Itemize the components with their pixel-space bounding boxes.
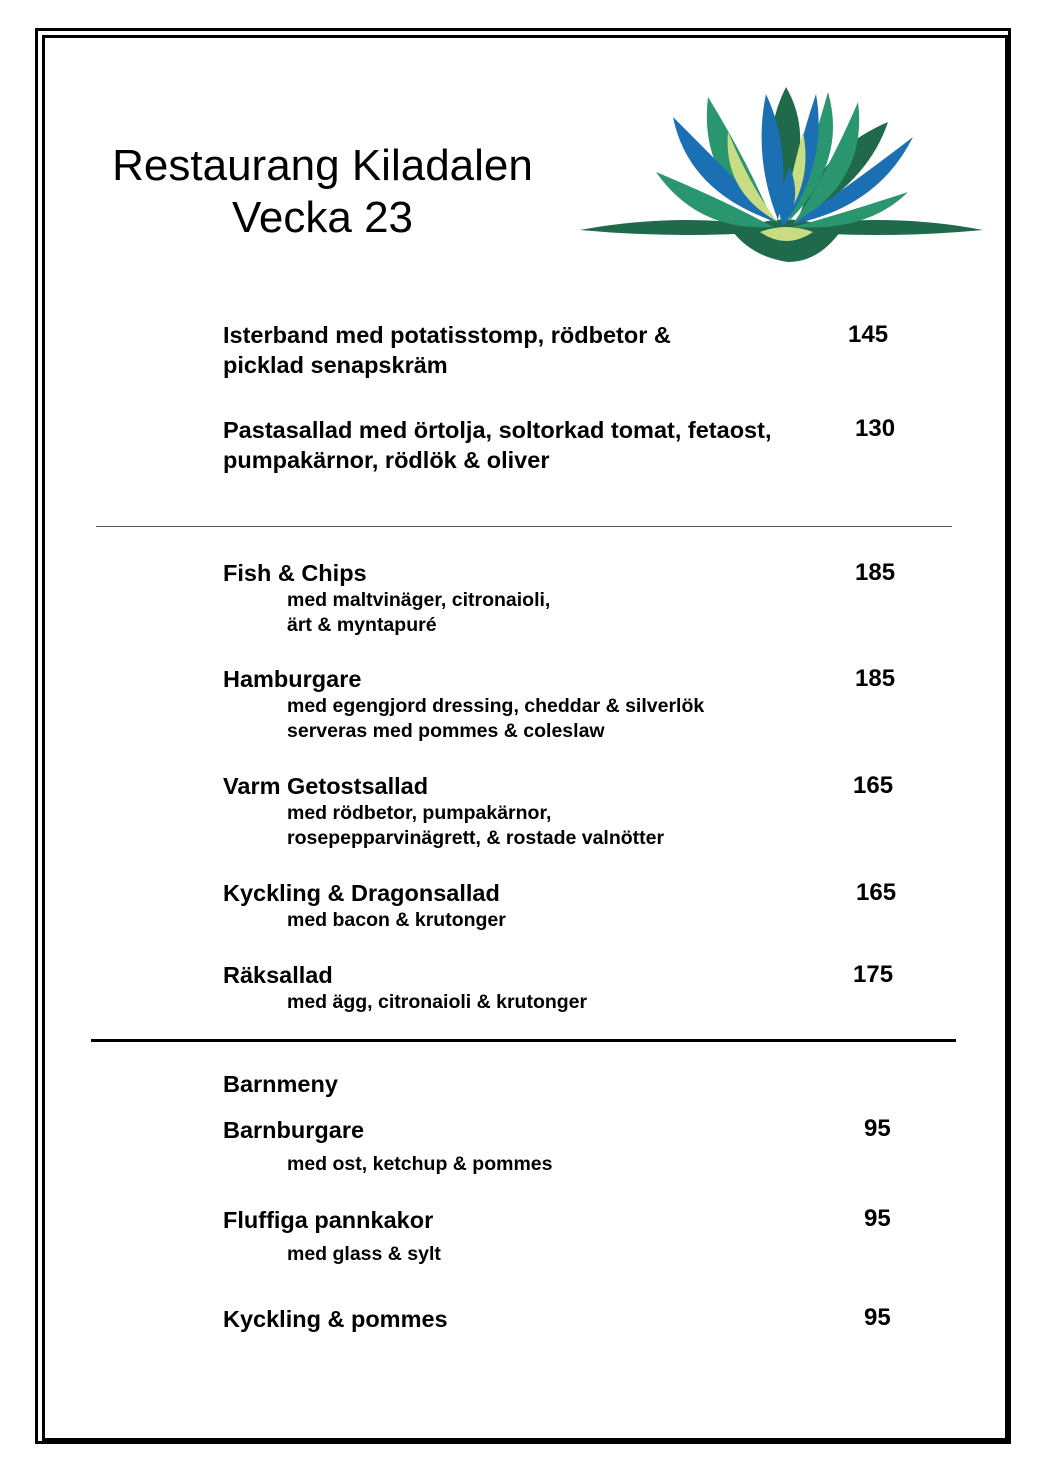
item-description-cont: ärt & myntapuré xyxy=(287,614,437,636)
item-name: Barnburgare xyxy=(223,1117,365,1143)
item-description: med egengjord dressing, cheddar & silverlök xyxy=(287,695,705,717)
item-description-cont: serveras med pommes & coleslaw xyxy=(287,720,605,742)
item-description: med ägg, citronaioli & krutonger xyxy=(287,991,588,1013)
item-price: 165 xyxy=(853,772,894,799)
menu-item xyxy=(223,320,923,380)
item-name: Kyckling & Dragonsallad xyxy=(223,880,500,906)
menu-item xyxy=(223,558,923,638)
item-description: med ost, ketchup & pommes xyxy=(287,1153,553,1175)
item-price: 95 xyxy=(864,1205,891,1232)
item-name: Hamburgare xyxy=(223,666,362,692)
kids-menu-heading: Barnmeny xyxy=(223,1071,338,1097)
week-label: Vecka 23 xyxy=(231,193,414,242)
item-price: 185 xyxy=(855,665,896,692)
item-description-cont: rosepepparvinägrett, & rostade valnötter xyxy=(287,827,665,849)
item-name: Varm Getostsallad xyxy=(223,773,429,799)
item-name: Pastasallad med örtolja, soltorkad tomat, fetaost, xyxy=(223,417,772,443)
item-description: med bacon & krutonger xyxy=(287,909,506,931)
menu-item xyxy=(223,1205,923,1267)
menu-item xyxy=(223,1115,923,1177)
item-description: med maltvinäger, citronaioli, xyxy=(287,589,551,611)
menu-item xyxy=(223,771,923,851)
section-divider xyxy=(91,1039,956,1042)
item-price: 130 xyxy=(855,415,896,442)
item-name: Fish & Chips xyxy=(223,560,367,586)
item-name: Isterband med potatisstomp, rödbetor & xyxy=(223,322,671,348)
item-description: med glass & sylt xyxy=(287,1243,441,1265)
item-name: Fluffiga pannkakor xyxy=(223,1207,434,1233)
lotus-flower-icon xyxy=(578,82,983,267)
item-price: 175 xyxy=(853,961,894,988)
item-description: med rödbetor, pumpakärnor, xyxy=(287,802,552,824)
menu-title xyxy=(90,140,555,244)
item-name-cont: pumpakärnor, rödlök & oliver xyxy=(223,447,550,473)
menu-item xyxy=(223,960,923,1015)
menu-item xyxy=(223,1304,923,1334)
menu-item xyxy=(223,664,923,744)
restaurant-name: Restaurang Kiladalen xyxy=(112,141,533,190)
item-name-cont: picklad senapskräm xyxy=(223,352,448,378)
section-divider xyxy=(96,526,952,527)
item-name: Kyckling & pommes xyxy=(223,1306,448,1332)
menu-item xyxy=(223,415,923,475)
item-price: 185 xyxy=(855,559,896,586)
item-name: Räksallad xyxy=(223,962,333,988)
item-price: 95 xyxy=(864,1304,891,1331)
menu-item xyxy=(223,878,923,933)
item-price: 165 xyxy=(856,879,897,906)
item-price: 95 xyxy=(864,1115,891,1142)
item-price: 145 xyxy=(848,321,889,348)
